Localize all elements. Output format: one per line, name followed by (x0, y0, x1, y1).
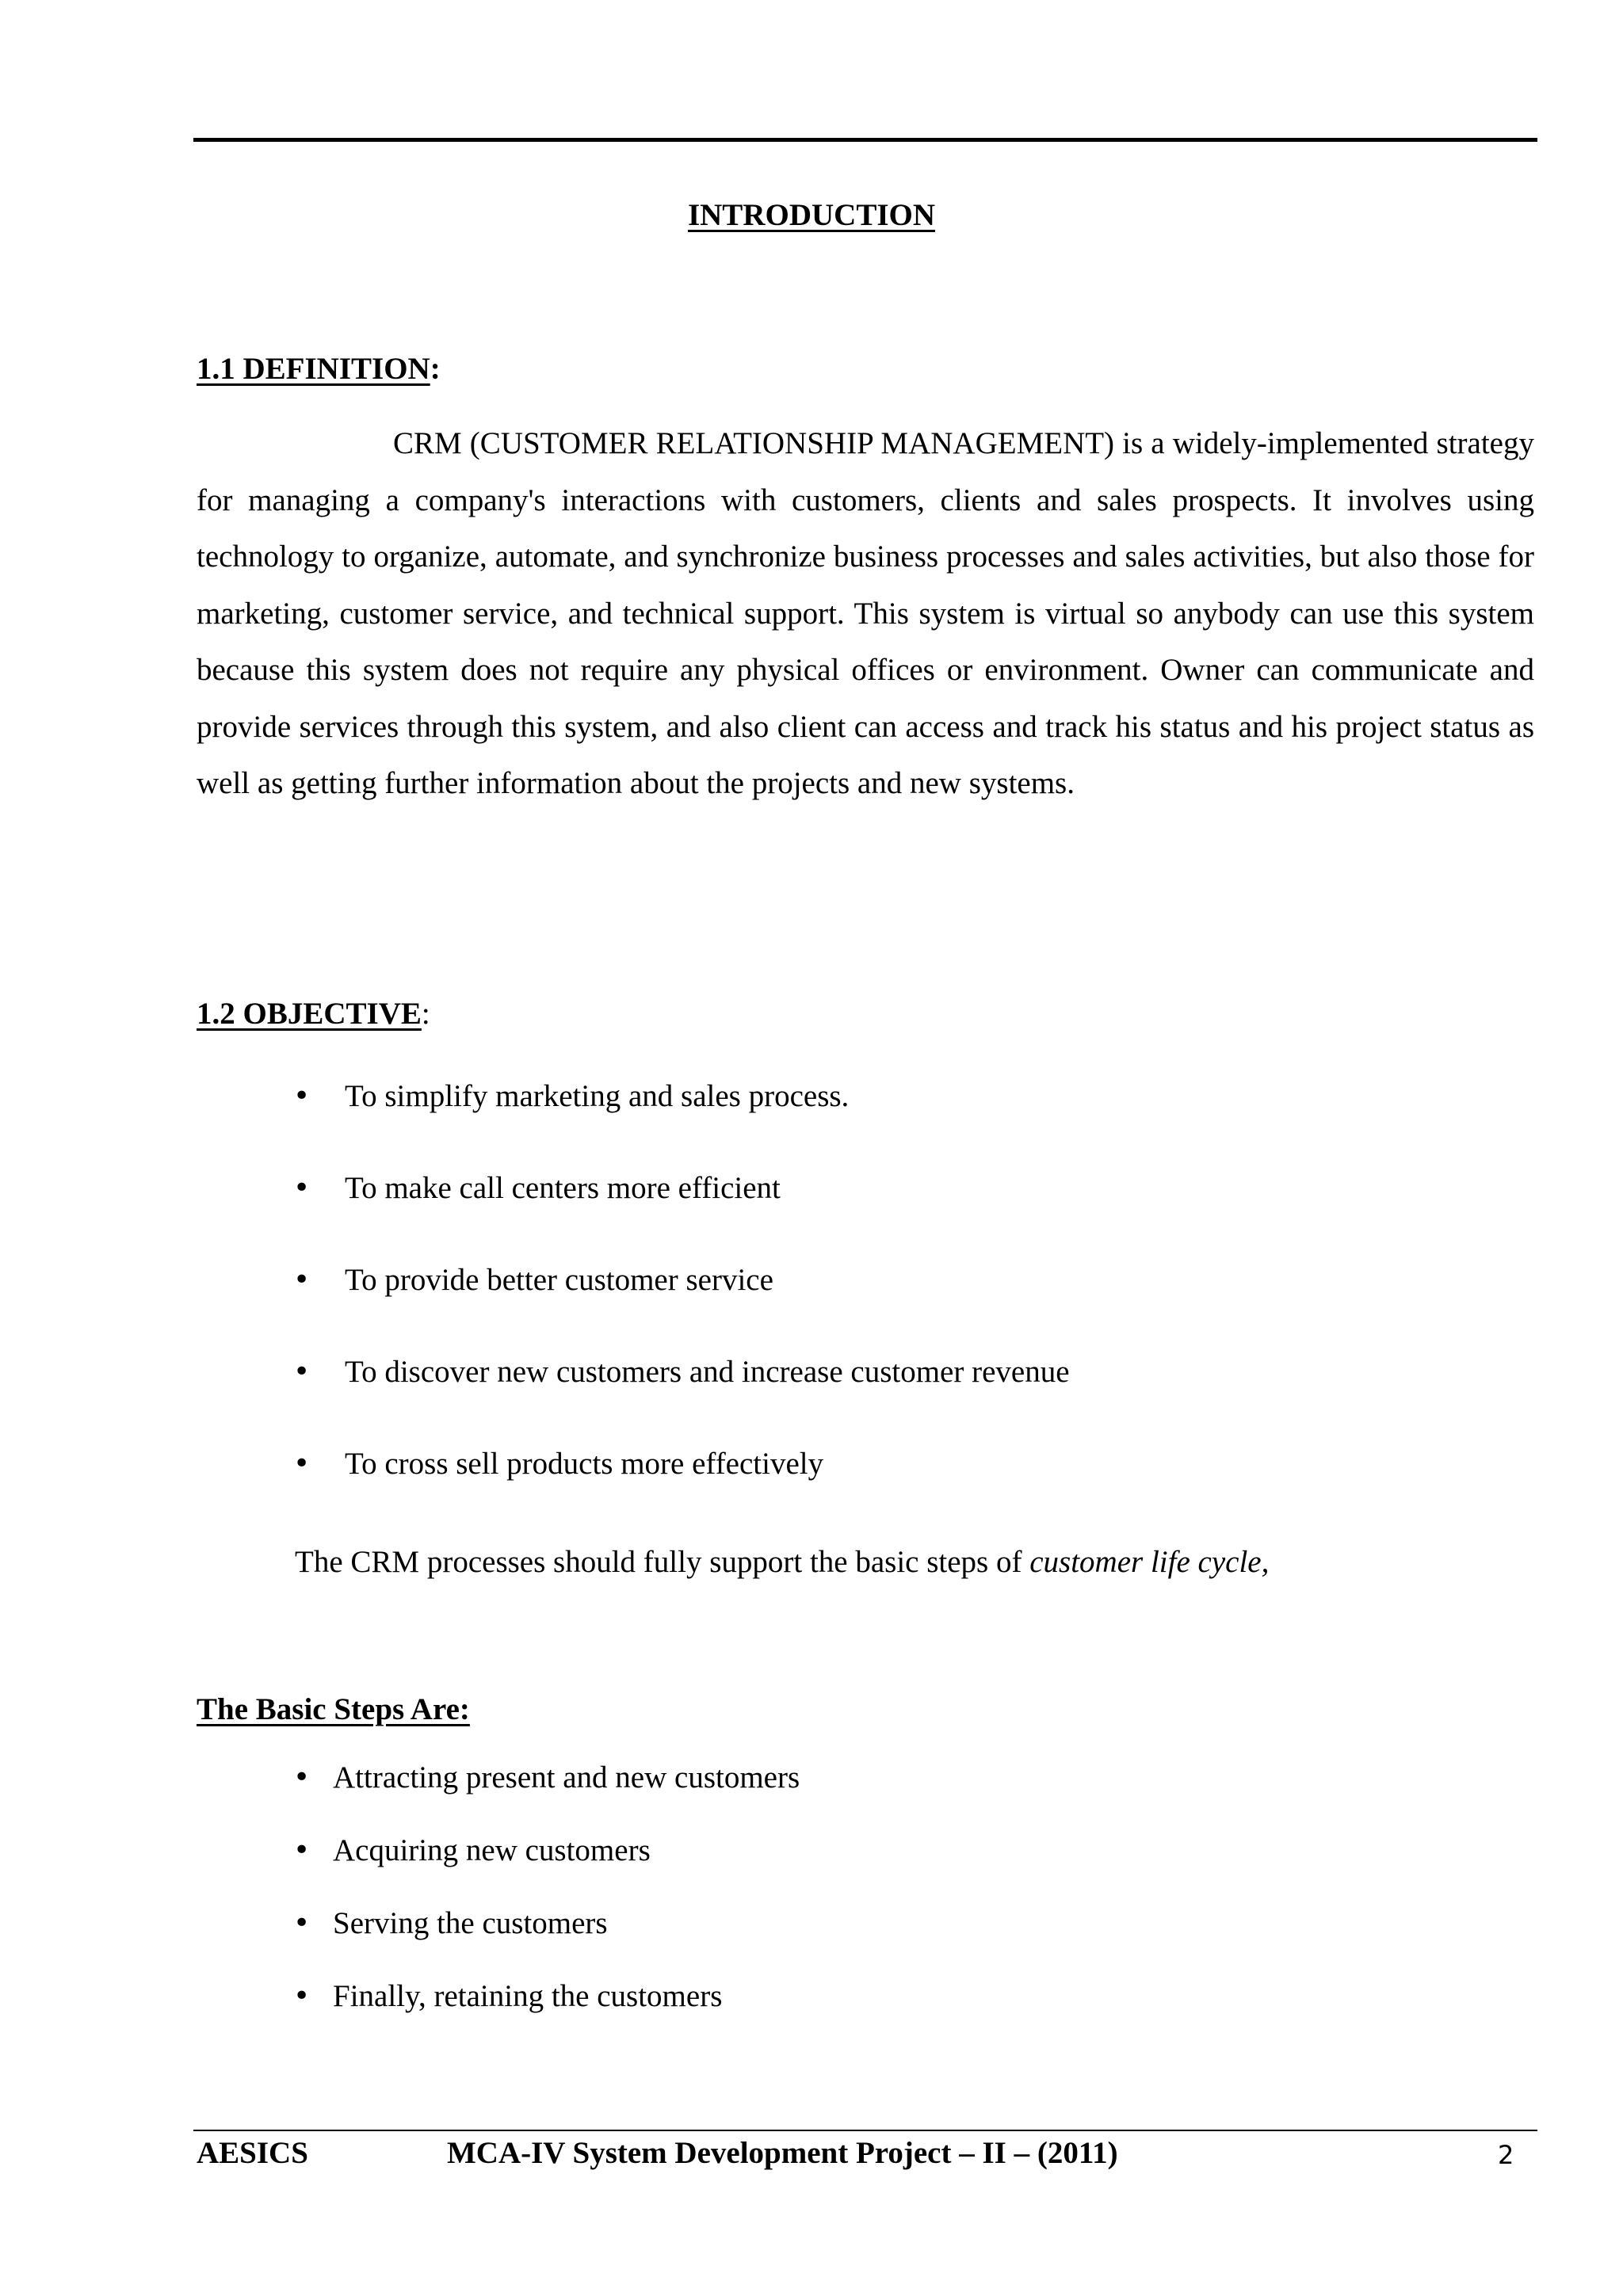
header-rule (193, 138, 1537, 142)
lifecycle-summary (295, 1543, 1269, 1581)
basic-step-item: • Finally, retaining the customers (293, 1978, 800, 2050)
page-title: INTRODUCTION (687, 198, 936, 232)
definition-heading (197, 350, 441, 388)
objective-list (293, 1077, 1070, 1537)
footer-rule (193, 2130, 1537, 2131)
objective-heading-text: 1.2 OBJECTIVE (197, 997, 422, 1031)
objective-heading-colon: : (421, 997, 430, 1031)
page-number: 2 (1498, 2140, 1514, 2170)
lifecycle-emphasis: customer life cycle, (1029, 1545, 1270, 1579)
lifecycle-summary-text: The CRM processes should fully support the basic steps of (295, 1545, 1030, 1579)
objective-item: • To cross sell products more effectively (293, 1445, 1070, 1537)
basic-steps-heading (197, 1691, 470, 1729)
definition-heading-colon: : (430, 352, 441, 386)
footer-institution: AESICS (197, 2136, 308, 2170)
objective-item: • To provide better customer service (293, 1261, 1070, 1353)
definition-heading-text: 1.1 DEFINITION (197, 352, 430, 386)
basic-step-item: • Attracting present and new customers (293, 1759, 800, 1832)
basic-step-item: • Acquiring new customers (293, 1832, 800, 1905)
basic-step-item: • Serving the customers (293, 1905, 800, 1978)
objective-item: • To discover new customers and increase customer revenue (293, 1353, 1070, 1445)
objective-item: • To make call centers more efficient (293, 1169, 1070, 1261)
basic-steps-list (293, 1759, 800, 2050)
objective-item: • To simplify marketing and sales process. (293, 1077, 1070, 1169)
objective-heading (197, 995, 430, 1033)
definition-paragraph: CRM (CUSTOMER RELATIONSHIP MANAGEMENT) is a widely-implemented strategy for managing a company's interactions with customers, clients and sales prospects. It involves using technology to organize, automate, and synchronize business processes and sales activities, but also those for marketing, customer service, and technical support. This system is virtual so anybody can use this system because this system does not require any physical offices or environment. Owner can communicate and provide services through this system, and also client can access and track his status and his project status as well as getting further information about the projects and new systems. (197, 426, 1534, 800)
basic-steps-heading-text: The Basic Steps Are: (197, 1692, 470, 1726)
footer-project-title: MCA-IV System Development Project – II – (2011) (447, 2136, 1118, 2170)
